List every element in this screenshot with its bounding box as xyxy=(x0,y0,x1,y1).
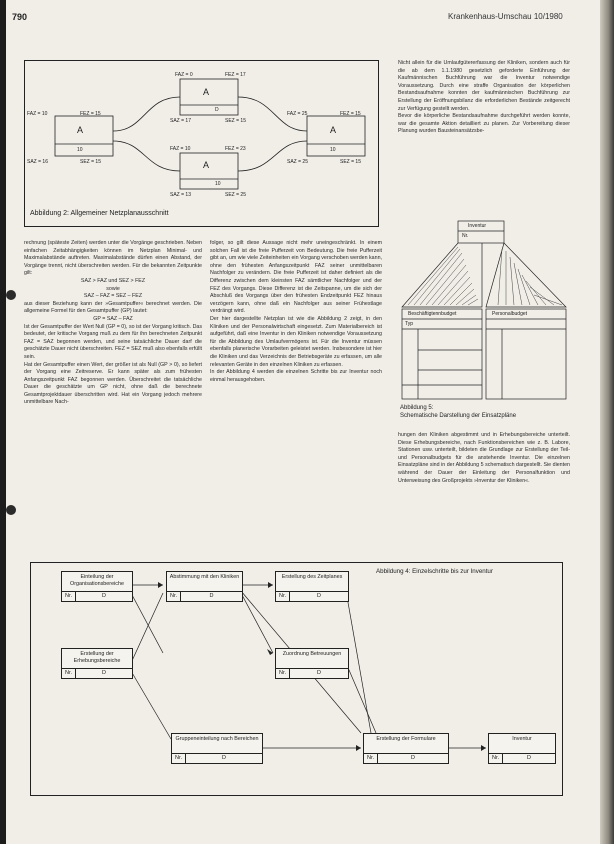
node-a-faz: FAZ = 10 xyxy=(27,111,48,117)
node-ai-dur: D xyxy=(215,107,219,113)
paragraph: In der Abbildung 4 werden die einzelnen Schritte bis zur Inventur noch einmal herausgehoben. xyxy=(210,369,382,383)
node-val: D xyxy=(527,755,531,761)
node-nr: Nr. xyxy=(62,669,76,678)
node-ai-fez: FEZ = 17 xyxy=(225,72,246,78)
column-1-text xyxy=(24,240,202,407)
node-title: Abstimmung mit den Kliniken xyxy=(167,572,242,592)
node-val: D xyxy=(317,670,321,676)
node-title: Erstellung der Formulare xyxy=(364,734,448,754)
node-a-sez: SEZ = 15 xyxy=(80,159,101,165)
fig4-node xyxy=(166,571,243,602)
node-aj-saz: SAZ = 13 xyxy=(170,192,191,198)
node-title: Erstellung der Erhebungsbereiche xyxy=(62,649,132,669)
node-val: D xyxy=(411,755,415,761)
node-ai-faz: FAZ = 0 xyxy=(175,72,193,78)
node-nr: Nr. xyxy=(276,592,290,601)
node-nr: Nr. xyxy=(364,754,378,763)
node-val: D xyxy=(317,593,321,599)
node-val: D xyxy=(222,755,226,761)
paragraph: Ist der Gesamtpuffer der Wert Null (GP = 0), so ist der Vorgang kritisch. Das bedeutet, der kritische Vorgang muß zu dem für ihn berechneten Zeitpunkt FAZ = SAZ begonnen werden, und seine tatsächliche Dauer darf die geschätzte Dauer nicht überschreiten. FEZ = SEZ muß also ebenfalls erfüllt sein. xyxy=(24,323,202,360)
node-title: Erstellung des Zeitplanes xyxy=(276,572,348,592)
page-number: 790 xyxy=(12,12,28,22)
node-nr: Nr. xyxy=(167,592,181,601)
figure-5-drawing xyxy=(398,215,570,403)
formula-connector: sowie xyxy=(106,285,120,292)
fig5-row-label: Typ xyxy=(405,321,414,327)
paragraph: rechnung (späteste Zeiten) werden unter die Vorgänge geschrieben. Neben einfachen Zeitabhängigkeiten können im Netzplan Minimal- und Maximalabstände auftreten. Maximalabstände dürfen einen Abstand, der Vorgänge trennt, nicht überschreiten werden. Für die bekannten Zeitpunkte gilt: xyxy=(24,240,202,277)
node-title: Einteilung der Organisationsbereiche xyxy=(62,572,132,592)
punch-hole xyxy=(6,505,16,515)
fig4-node xyxy=(171,733,263,764)
fig4-node xyxy=(61,648,133,679)
node-nr: Nr. xyxy=(276,669,290,678)
node-ai-saz: SAZ = 17 xyxy=(170,118,191,124)
fig5-right-label: Personalbudget xyxy=(492,311,528,317)
paragraph: hungen den Kliniken abgestimmt und in Erhebungsbereiche unterteilt. Diese Erhebungsbereiche, nach Funktionsbereichen wie z. B. Labore, Stationen usw. unterteilt, bildeten die Grundlage zur Erstellung der Teil- und Personalbudgets für die anstehende Inventur. Die einzelnen Einsatzpläne sind in der Abbildung 5 schematisch dargestellt. Sie dienten während der Dauer der Einleitung der Personalfunktion und Unterweisung des Großprojekts »Inventur der Kliniken«. xyxy=(398,432,570,484)
punch-hole xyxy=(6,290,16,300)
fig5-nr-label: Nr. xyxy=(462,233,469,239)
node-aj-dur: 10 xyxy=(215,181,221,187)
node-val: D xyxy=(209,593,214,599)
running-title: Krankenhaus-Umschau 10/1980 xyxy=(448,12,563,21)
node-ak-faz: FAZ = 25 xyxy=(287,111,308,117)
paragraph: Bevor die körperliche Bestandsaufnahme durchgeführt werden konnte, war die gesamte Aktion detailliert zu planen. Zur Vorbereitung dieser Planung wurden Bausteinansätzsbe- xyxy=(398,113,570,135)
fig4-node xyxy=(275,571,349,602)
figure-4-frame xyxy=(30,562,563,796)
paragraph: aus dieser Beziehung kann der »Gesamtpuffer« berechnet werden. Die allgemeine Formel für den Gesamtpuffer (GP) lautet: xyxy=(24,300,202,315)
figure-2-diagram xyxy=(25,61,378,226)
node-ai-label: A xyxy=(203,87,210,97)
figure-4-caption: Abbildung 4: Einzelschritte bis zur Inventur xyxy=(376,568,493,575)
paragraph: Der hier dargestellte Netzplan ist wie die Abbildung 2 zeigt, in den Kliniken und der Personalwirtschaft eingesetzt. Zum Materialbereich ist aufgeführt, daß eine Inventur in den Kliniken notwendige Voraussetzung für die Abbildung des Umlaufvermögens ist. Für die Inventur müssen ebenfalls planerische Vorarbeiten geleistet werden. Insbesondere ist hier die Kliniken und das Verzeichnis der Betriebsgeräte zu erfassen, um alle relevanten Geräte in den einzelnen Kliniken zu erfassen. xyxy=(210,315,382,368)
figure-5-caption-line: Abbildung 5: xyxy=(400,405,434,411)
formula: SAZ > FAZ und SEZ > FEZ xyxy=(80,277,146,284)
node-nr: Nr. xyxy=(172,754,186,763)
node-aj-faz: FAZ = 10 xyxy=(170,146,191,152)
node-title: Zuordnung Betreuungen xyxy=(276,649,348,669)
fig5-left-label: Beschäftigtennbudget xyxy=(408,311,457,317)
node-title: Inventur xyxy=(489,734,555,754)
fig4-node xyxy=(363,733,449,764)
column-2-text xyxy=(210,240,382,384)
fig4-node xyxy=(61,571,133,602)
node-ak-fez: FEZ = 15 xyxy=(340,111,361,117)
fig4-node xyxy=(488,733,556,764)
node-a-fez: FEZ = 15 xyxy=(80,111,101,117)
scan-edge-left xyxy=(0,0,6,844)
node-a-label: A xyxy=(77,125,84,135)
node-aj-label: A xyxy=(203,160,210,170)
node-ak-label: A xyxy=(330,125,337,135)
formula: SAZ – FAZ = SEZ – FEZ xyxy=(83,293,143,300)
node-a-saz: SAZ = 16 xyxy=(27,159,48,165)
formula: GP = SAZ – FAZ xyxy=(93,315,133,322)
node-ai-sez: SEZ = 15 xyxy=(225,118,246,124)
fig5-top-label: Inventur xyxy=(468,223,487,229)
paragraph: folger, so gilt diese Aussage nicht mehr uneingeschränkt. In einem solchen Fall ist die freie Pufferzeit von Bedeutung. Die freie Pufferzeit gibt an, um wie viele Zeiteinheiten ein Vorgang verschoben werden kann, ohne den frühesten Anfangszeitpunkt FAZ seiner unmittelbaren Nachfolger zu verändern. Die freie Pufferzeit ist daher definiert als die Differenz zwischen dem kleinsten FAZ sämtlicher Nachfolger und der FEZ des Vorgangs. Diese Differenz ist die Zeitspanne, um die sich der Abschluß des Vorgangs über den frühesten Endzeitpunkt FEZ hinaus verzögern kann, ohne daß ein Nachfolger aus seiner Frühestlage verdrängt wird. xyxy=(210,240,382,315)
node-title: Gruppeneinteilung nach Bereichen xyxy=(172,734,262,754)
node-nr: Nr. xyxy=(62,592,76,601)
node-aj-sez: SEZ = 25 xyxy=(225,192,246,198)
node-val: D xyxy=(102,593,106,599)
figure-5-caption xyxy=(400,405,516,420)
column-3-text xyxy=(398,60,570,136)
node-ak-dur: 10 xyxy=(330,147,336,153)
node-aj-fez: FEZ = 23 xyxy=(225,146,246,152)
paragraph: Nicht allein für die Umlaufgütererfassung der Kliniken, sondern auch für die ab dem 1.1.1980 gesetzlich geforderte Einführung der Kaufmännischen Buchführung war die Inventur notwendige Voraussetzung. Durch eine straffe Organisation der körperlichen Bestandsaufnahme konnten der kaufmännischen Buchführung zur Erstellung der Eröffnungsbilanz die erforderlichen Bestände zeitgerecht zur Verfügung gestellt werden. xyxy=(398,60,570,112)
node-ak-sez: SEZ = 15 xyxy=(340,159,361,165)
page-binding-edge xyxy=(600,0,614,844)
column-3-lower-text xyxy=(398,432,570,485)
figure-2-frame xyxy=(24,60,379,227)
node-a-dur: 10 xyxy=(77,147,83,153)
figure-2-caption: Abbildung 2: Allgemeiner Netzplanausschnitt xyxy=(30,210,169,217)
node-val: D xyxy=(102,670,106,676)
figure-5-caption-line: Schematische Darstellung der Einsatzpläne xyxy=(400,412,517,419)
node-nr: Nr. xyxy=(489,754,503,763)
figure-5-diagram xyxy=(398,215,570,403)
fig4-node xyxy=(275,648,349,679)
node-ak-saz: SAZ = 25 xyxy=(287,159,308,165)
paragraph: Hat der Gesamtpuffer einen Wert, der größer ist als Null (GP > 0), so liefert der Vorgang eine Zeitreserve. Er kann später als zum frühesten Anfangszeitpunkt FAZ begonnen werden. Überschreitet die tatsächliche Dauer die geschätzte um GP nicht, ohne daß die berechnete Gesamtprojektdauer überschritten wird. Hat ein Vorgang jedoch mehrere unmittelbare Nach- xyxy=(24,361,202,406)
